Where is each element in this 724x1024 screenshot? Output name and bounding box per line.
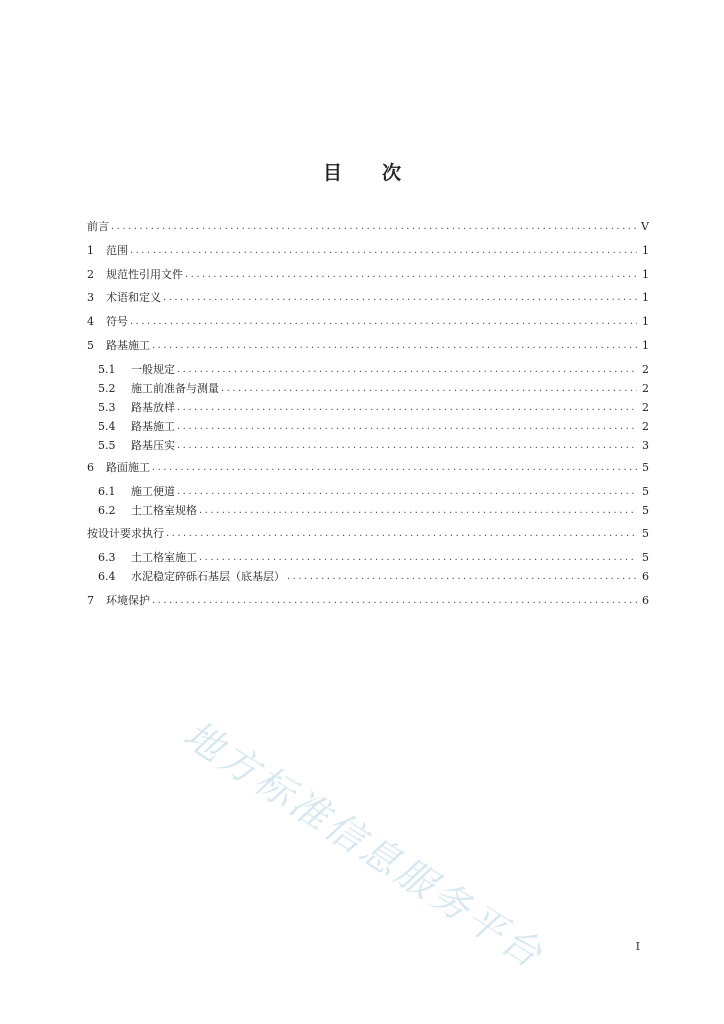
toc-page-number: 5 — [642, 504, 649, 517]
toc-entry-as-design-required[interactable] — [87, 525, 649, 543]
toc-entry-scope[interactable] — [87, 242, 649, 260]
toc-page-number: 5 — [642, 461, 649, 474]
toc-entry-terms-definitions[interactable] — [87, 289, 649, 307]
toc-entry-5-1[interactable] — [98, 361, 649, 379]
toc-leader-dots — [152, 337, 637, 355]
toc-leader-dots — [177, 418, 637, 436]
toc-number: 3 — [87, 291, 94, 304]
toc-label: 水泥稳定碎砾石基层（底基层） — [131, 570, 285, 583]
toc-leader-dots — [166, 525, 637, 543]
toc-entry-environmental-protection[interactable] — [87, 592, 649, 610]
toc-label: 路基压实 — [131, 439, 175, 452]
toc-label: 施工便道 — [131, 485, 175, 498]
toc-leader-dots — [287, 568, 637, 586]
toc-page-number: 1 — [642, 268, 649, 281]
toc-page-number: 5 — [642, 485, 649, 498]
toc-leader-dots — [177, 483, 637, 501]
title-char-1: 目 — [322, 162, 342, 184]
toc-entry-6-4[interactable] — [98, 568, 649, 586]
toc-number: 6.3 — [98, 551, 116, 564]
toc-label: 路面施工 — [106, 461, 150, 474]
toc-page-number: 2 — [642, 420, 649, 433]
toc-entry-pavement-construction[interactable] — [87, 459, 649, 477]
toc-label: 前言 — [87, 220, 109, 233]
toc-number: 1 — [87, 244, 94, 257]
toc-label: 按设计要求执行 — [87, 527, 164, 540]
toc-label: 环境保护 — [106, 594, 150, 607]
toc-number: 7 — [87, 594, 94, 607]
toc-number: 5.4 — [98, 420, 116, 433]
toc-leader-dots — [199, 502, 637, 520]
toc-label: 符号 — [106, 315, 128, 328]
toc-entry-normative-references[interactable] — [87, 266, 649, 284]
toc-label: 规范性引用文件 — [106, 268, 183, 281]
toc-page-number: 1 — [642, 291, 649, 304]
toc-label: 施工前准备与测量 — [131, 382, 219, 395]
toc-entry-subgrade-construction[interactable] — [87, 337, 649, 355]
toc-entry-6-3[interactable] — [98, 549, 649, 567]
toc-number: 2 — [87, 268, 94, 281]
watermark: 地方标准信息服务平台 — [176, 711, 553, 978]
toc-leader-dots — [163, 289, 637, 307]
toc-page-number: 3 — [642, 439, 649, 452]
toc-page-number: 5 — [642, 527, 649, 540]
toc-number: 4 — [87, 315, 94, 328]
toc-page-number: V — [641, 220, 649, 233]
toc-label: 土工格室施工 — [131, 551, 197, 564]
toc-leader-dots — [199, 549, 637, 567]
toc-entry-symbols[interactable] — [87, 313, 649, 331]
toc-page-number: 6 — [642, 594, 649, 607]
toc-page-number: 6 — [642, 570, 649, 583]
page-title — [0, 158, 724, 185]
toc-number: 5.3 — [98, 401, 116, 414]
title-char-2: 次 — [382, 162, 402, 184]
toc-leader-dots — [185, 266, 637, 284]
toc-label: 路基施工 — [106, 339, 150, 352]
toc-number: 5.5 — [98, 439, 116, 452]
toc-leader-dots — [177, 437, 637, 455]
toc-leader-dots — [130, 313, 637, 331]
toc-page-number: 2 — [642, 382, 649, 395]
toc-number: 6.4 — [98, 570, 116, 583]
toc-leader-dots — [221, 380, 637, 398]
toc-leader-dots — [177, 399, 637, 417]
toc-entry-foreword[interactable] — [87, 218, 649, 236]
footer-page-number: I — [635, 940, 640, 953]
toc-leader-dots — [177, 361, 637, 379]
toc-leader-dots — [152, 592, 637, 610]
toc-number: 6 — [87, 461, 94, 474]
toc-entry-5-3[interactable] — [98, 399, 649, 417]
toc-page-number: 2 — [642, 401, 649, 414]
toc-page-number: 2 — [642, 363, 649, 376]
toc-label: 土工格室规格 — [131, 504, 197, 517]
toc-entry-5-5[interactable] — [98, 437, 649, 455]
toc-label: 一般规定 — [131, 363, 175, 376]
toc-leader-dots — [152, 459, 637, 477]
toc-label: 路基施工 — [131, 420, 175, 433]
toc-page-number: 1 — [642, 339, 649, 352]
toc-label: 范围 — [106, 244, 128, 257]
toc-leader-dots — [130, 242, 637, 260]
toc-label: 路基放样 — [131, 401, 175, 414]
toc-page-number: 1 — [642, 315, 649, 328]
toc-entry-6-2[interactable] — [98, 502, 649, 520]
toc-page-number: 1 — [642, 244, 649, 257]
toc-entry-6-1[interactable] — [98, 483, 649, 501]
toc-number: 5 — [87, 339, 94, 352]
toc-leader-dots — [111, 218, 637, 236]
toc-label: 术语和定义 — [106, 291, 161, 304]
toc-number: 6.2 — [98, 504, 116, 517]
toc-number: 5.2 — [98, 382, 116, 395]
toc-number: 5.1 — [98, 363, 116, 376]
toc-entry-5-4[interactable] — [98, 418, 649, 436]
toc-number: 6.1 — [98, 485, 116, 498]
toc-page-number: 5 — [642, 551, 649, 564]
toc-entry-5-2[interactable] — [98, 380, 649, 398]
